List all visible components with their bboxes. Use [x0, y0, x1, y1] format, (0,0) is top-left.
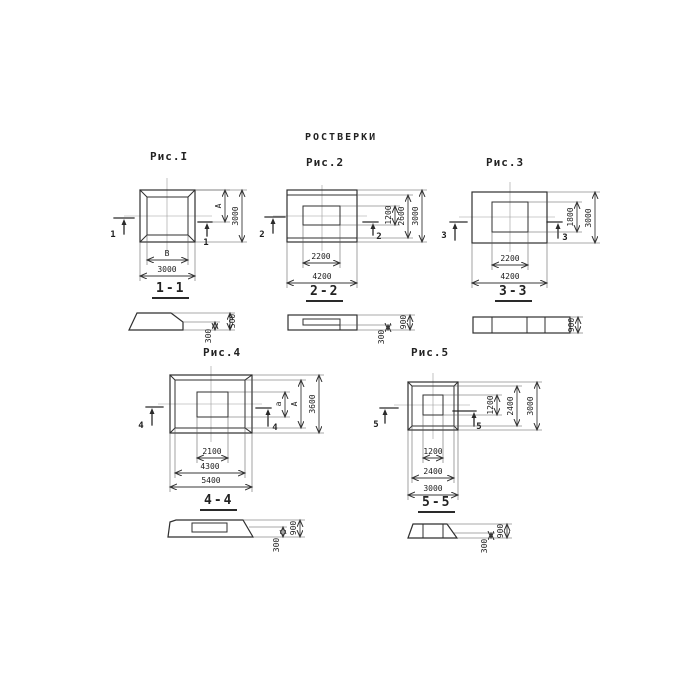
- fig4-cut-label: 4: [138, 421, 144, 431]
- fig3-cut-label: 3: [562, 233, 568, 243]
- fig2-section-drawing: [280, 305, 430, 355]
- fig5-dim-width-mid: 2400: [423, 467, 443, 476]
- fig4-section-profile: [168, 520, 253, 537]
- fig1-dim-width-outer: 3000: [157, 265, 177, 274]
- fig3-cut-mark-left: [441, 222, 467, 241]
- fig4-cut-mark-left: [138, 407, 163, 431]
- fig4-caption: Рис.4: [203, 346, 242, 359]
- fig3-dimensions: [472, 192, 600, 288]
- fig2-dim-width-inner: 2200: [311, 252, 331, 261]
- fig5-dim-height-inner: 1200: [486, 395, 495, 415]
- fig5-dim-height-outer: 3000: [526, 396, 535, 416]
- fig4-dim-height-mid: A: [290, 401, 299, 407]
- fig2-dim-height-inner: 1200: [384, 205, 393, 225]
- sheet-title: РОСТВЕРКИ: [305, 132, 378, 143]
- fig3-section-caption: 3-3: [495, 284, 532, 302]
- fig3-cut-mark-right: [547, 222, 568, 243]
- fig1-caption: Рис.I: [150, 150, 189, 163]
- fig3-dim-height-inner: 1800: [566, 207, 575, 227]
- fig1-cut-mark-right: [198, 222, 212, 248]
- fig4-section-drawing: [150, 510, 320, 565]
- fig5-section-profile: [408, 524, 457, 538]
- fig5-centerlines: [394, 373, 470, 439]
- fig4-section-caption: 4-4: [200, 493, 237, 511]
- fig5-dim-width-inner: 1200: [423, 447, 443, 456]
- fig4-dim-width-mid: 4300: [200, 462, 220, 471]
- fig4-centerlines: [158, 366, 262, 442]
- fig1-centerlines: [124, 178, 212, 252]
- fig3-section-profile: [473, 317, 570, 333]
- fig5-dimensions: [408, 382, 542, 500]
- fig5-plan-drawing: [370, 365, 555, 505]
- fig2-cut-mark-left: [259, 217, 285, 240]
- fig5-dim-height-mid: 2400: [506, 396, 515, 416]
- fig3-dim-width-inner: 2200: [500, 254, 520, 263]
- fig2-caption: Рис.2: [306, 156, 345, 169]
- fig2-dim-width-outer: 4200: [312, 272, 332, 281]
- fig4-section-height: 900: [289, 520, 298, 536]
- fig1-section-step: 300: [204, 328, 213, 344]
- fig1-cut-mark-left: [110, 218, 134, 240]
- fig2-section-height: 900: [399, 314, 408, 330]
- fig4-cut-label: 4: [272, 423, 278, 433]
- fig3-cut-label: 3: [441, 231, 447, 241]
- fig3-dim-height-outer: 3000: [584, 208, 593, 228]
- fig1-section-height: 500: [228, 313, 237, 329]
- fig4-plan-drawing: [130, 360, 335, 500]
- fig4-dim-height-inner: а: [274, 401, 283, 407]
- fig3-dim-width-outer: 4200: [500, 272, 520, 281]
- fig5-section-drawing: [395, 515, 530, 565]
- fig4-dim-height-outer: 3600: [308, 394, 317, 414]
- fig5-cut-label: 5: [373, 420, 379, 430]
- fig1-section-caption: 1-1: [152, 281, 189, 299]
- fig3-section-height: 900: [567, 317, 576, 333]
- fig2-section-step: 300: [377, 329, 386, 345]
- fig2-dim-height-outer: 3000: [411, 206, 420, 226]
- fig2-cut-label: 2: [259, 230, 265, 240]
- fig2-section-profile: [288, 315, 357, 330]
- fig1-dim-height-inner: A: [214, 203, 223, 209]
- fig2-cut-label: 2: [376, 232, 382, 242]
- fig4-dim-width-inner: 2100: [202, 447, 222, 456]
- fig2-section-caption: 2-2: [306, 284, 343, 302]
- fig2-plan-drawing: [255, 185, 435, 300]
- fig4-section-step: 300: [272, 537, 281, 553]
- fig3-section-drawing: [450, 305, 610, 350]
- fig5-section-caption: 5-5: [418, 495, 455, 513]
- fig1-cut-label: 1: [203, 238, 209, 248]
- fig3-caption: Рис.3: [486, 156, 525, 169]
- fig5-dim-width-outer: 3000: [423, 484, 443, 493]
- fig5-caption: Рис.5: [411, 346, 450, 359]
- fig1-dim-width-inner: В: [164, 249, 170, 258]
- fig2-dim-height-mid: 2600: [397, 206, 406, 226]
- fig4-cut-mark-right: [256, 408, 278, 433]
- fig3-plan-drawing: [435, 180, 620, 295]
- fig1-cut-label: 1: [110, 230, 116, 240]
- fig5-section-height: 900: [496, 523, 505, 539]
- fig3-contour: [472, 192, 547, 243]
- fig1-section-drawing: [115, 303, 265, 353]
- fig5-section-step: 300: [480, 538, 489, 554]
- fig4-dim-width-outer: 5400: [201, 476, 221, 485]
- fig1-plan-drawing: [100, 172, 270, 292]
- fig1-section-profile: [129, 313, 183, 330]
- fig1-dim-height-outer: 3000: [231, 206, 240, 226]
- fig5-cut-label: 5: [476, 422, 482, 432]
- fig5-cut-mark-left: [373, 408, 398, 430]
